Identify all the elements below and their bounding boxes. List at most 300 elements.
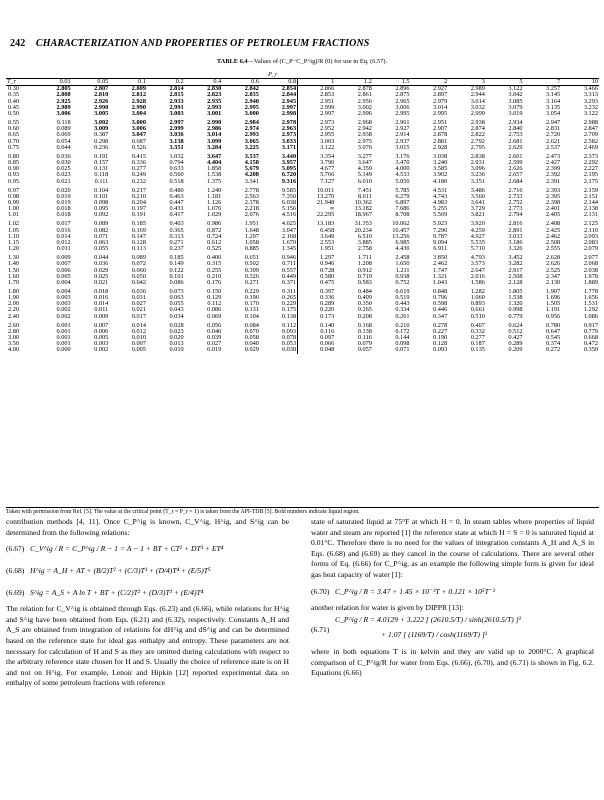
table-cell: 2.961 — [395, 119, 410, 127]
table-cell: 0.612 — [207, 238, 222, 246]
table-cell: 0.036 — [131, 288, 146, 295]
eq-number: (6.70) — [311, 586, 330, 596]
table-cell: 3.729 — [470, 205, 485, 213]
table-cell: 0.261 — [395, 312, 410, 320]
table-cell: 2.986 — [207, 125, 222, 133]
table-cell: 0.272 — [546, 346, 561, 354]
table-cell: 0.229 — [281, 300, 297, 308]
table-cell: 0.633 — [169, 165, 184, 173]
table-cell: 2.681 — [508, 137, 523, 145]
table-cell: 0.265 — [281, 294, 297, 302]
table-cell: 0.144 — [395, 334, 410, 342]
table-cell: 2.175 — [583, 177, 598, 185]
table-cell: 2.628 — [546, 254, 561, 262]
table-cell: 3.790 — [298, 160, 336, 166]
pr-header-7: 7 — [524, 79, 562, 86]
table-cell: 0.374 — [546, 340, 561, 348]
table-cell: 3.006 — [395, 103, 410, 111]
table-caption — [0, 58, 604, 65]
tr-value: 4.00 — [8, 346, 20, 354]
table-cell: 2.814 — [169, 85, 184, 93]
table-cell: 4.000 — [395, 165, 410, 173]
table-cell: 0.089 — [94, 220, 109, 228]
tr-value: 0.80 — [8, 152, 20, 160]
table-cell: 0.007 — [56, 260, 71, 268]
table-cell: 2.989 — [470, 85, 485, 93]
table-cell: 0.872 — [207, 226, 222, 234]
equation-6-67 — [6, 538, 289, 560]
table-cell: 2.938 — [357, 131, 372, 139]
table-cell: 3.032 — [470, 103, 485, 111]
table-cell: 0.249 — [131, 171, 146, 179]
table-cell: 0.050 — [131, 272, 146, 280]
table-cell: 4.359 — [357, 165, 372, 173]
table-cell: 0.097 — [298, 335, 336, 341]
pr-header-0.8: 0.8 — [260, 79, 298, 86]
table-cell: 0.271 — [169, 238, 184, 246]
table-cell: 3.009 — [94, 125, 109, 133]
table-cell: 1.345 — [281, 245, 297, 253]
table-cell: 0.277 — [470, 334, 485, 342]
table-cell: 0.409 — [357, 294, 372, 302]
table-cell: 1.240 — [207, 186, 222, 194]
tr-value: 0.30 — [8, 85, 20, 93]
table-cell: 3.470 — [395, 159, 410, 167]
table-cell: 2.427 — [546, 159, 561, 167]
table-cell: 0.023 — [169, 327, 184, 335]
table-cell: 0.191 — [131, 211, 146, 219]
table-cell: 0.170 — [244, 300, 259, 308]
table-cell: 0.025 — [56, 165, 71, 173]
table-cell: 0.101 — [94, 192, 109, 200]
tr-value: 0.75 — [8, 143, 20, 151]
table-cell: 1.181 — [207, 192, 222, 200]
table-cell: 2.684 — [508, 177, 523, 185]
table-cell: 2.842 — [244, 85, 259, 93]
table-cell: 0.004 — [56, 278, 71, 286]
table-cell: 2.195 — [583, 171, 598, 179]
table-cell: 3.047 — [131, 131, 146, 139]
table-cell: 0.010 — [169, 346, 184, 354]
table-cell: 0.005 — [131, 346, 146, 354]
table-cell: 0.779 — [508, 312, 523, 320]
table-cell: 2.844 — [281, 91, 297, 99]
table-cell: 0.009 — [56, 254, 71, 262]
table-cell: 0.055 — [94, 245, 109, 253]
table-cell: 0.313 — [169, 232, 184, 240]
table-cell: 0.098 — [395, 340, 410, 348]
table-cell: 0.347 — [433, 312, 448, 320]
table-cell: 0.210 — [207, 272, 222, 280]
table-cell: 2.861 — [357, 91, 372, 99]
equation-6-70 — [311, 581, 594, 603]
table-cell: 0.018 — [94, 288, 109, 295]
table-cell: 2.937 — [395, 137, 410, 145]
table-cell: 0.057 — [357, 346, 372, 354]
table-cell: 2.951 — [433, 119, 448, 127]
table-cell: 0.365 — [169, 226, 184, 234]
table-cell: 3.003 — [298, 139, 336, 145]
table-cell: 1.032 — [169, 152, 184, 160]
table-cell: 1.951 — [244, 220, 259, 228]
table-cell: 0.029 — [94, 266, 109, 274]
table-cell: 1.670 — [281, 238, 297, 246]
table-cell: 3.006 — [131, 125, 146, 133]
table-cell: 2.990 — [94, 103, 109, 111]
table-cell: 4.677 — [298, 166, 336, 172]
table-cell: 0.098 — [94, 198, 109, 206]
table-cell: 0.237 — [169, 245, 184, 253]
table-cell: 20.234 — [354, 226, 372, 234]
table-cell: 0.510 — [470, 312, 485, 320]
table-cell: 1.538 — [207, 171, 222, 179]
table-cell: 1.951 — [298, 246, 336, 252]
table-cell: 6.279 — [395, 192, 410, 200]
table-cell: 3.122 — [508, 85, 523, 93]
eq-body: S^ig = A_S + A ln T + BT + (C/2)T² + (D/3)T³ + (E/4)T⁴ — [30, 588, 204, 598]
right-paragraph-1: state of saturated liquid at 75°F at which H = 0. In steam tables where properties of liquid water and steam are reported [1] the reference state at which H = S = 0 is saturated liquid at 0.01°C. Therefore there is no need for the values of integration constants A_H and A_S in Eqs. (6.68) and (6.69) as they cancel in the course of calculations. There are several other forms of Eq. (6.66) for C_P^ig, as an example the following simple form is given for ideal gas heat capacity of water [1]: — [311, 517, 594, 579]
table-cell: 2.601 — [508, 152, 523, 160]
table-cell: 2.984 — [244, 119, 259, 127]
table-cell: 3.354 — [298, 151, 336, 160]
table-cell: 1.191 — [546, 306, 561, 314]
table-cell: 2.716 — [508, 186, 523, 194]
table-6-4 — [6, 72, 599, 354]
table-cell: 0.010 — [131, 334, 146, 342]
tr-value: 1.05 — [8, 226, 20, 234]
table-cell: 1.650 — [395, 260, 410, 268]
table-cell: 9.094 — [433, 238, 448, 246]
table-cell: 0.326 — [244, 272, 259, 280]
table-cell: 13.256 — [392, 232, 410, 240]
table-cell: 0.016 — [94, 294, 109, 302]
data-table — [6, 72, 599, 354]
table-cell: 2.999 — [298, 105, 336, 111]
left-column — [6, 517, 289, 689]
table-cell: 4.158 — [244, 159, 259, 167]
table-cell: 5.050 — [395, 177, 410, 185]
table-cell: 4.533 — [395, 171, 410, 179]
table-cell: 2.473 — [546, 152, 561, 160]
table-cell: 3.821 — [470, 211, 485, 219]
table-cell: 0.070 — [244, 327, 259, 335]
pr-header-10: 10 — [561, 79, 599, 86]
table-cell: 0.475 — [298, 280, 336, 286]
table-cell: 0.053 — [281, 340, 297, 348]
table-cell: 2.093 — [583, 232, 598, 240]
table-cell: 0.220 — [298, 307, 336, 313]
table-cell: 2.399 — [546, 165, 561, 173]
table-footnote: Taken with permission from Ref. [5]. The value at the critical point (T_r = P_r = 1) is taken from the API-TDB [5]. Bold numbers indicate liquid region. — [6, 507, 599, 515]
table-cell: 3.038 — [433, 152, 448, 160]
table-cell: 3.641 — [470, 198, 485, 206]
tr-value: 1.20 — [8, 245, 20, 253]
table-cell: 3.042 — [508, 91, 523, 99]
table-cell: 0.101 — [169, 272, 184, 280]
table-cell: 4.259 — [470, 226, 485, 234]
table-cell: 4.430 — [395, 245, 410, 253]
tr-value: 2.60 — [8, 321, 20, 329]
tr-value: 2.20 — [8, 306, 20, 314]
table-label: TABLE 6.4 — [216, 58, 248, 65]
table-cell: 5.156 — [281, 205, 297, 213]
table-cell: 3.054 — [546, 109, 561, 117]
table-cell: 2.401 — [546, 205, 561, 213]
table-cell: 0.019 — [207, 346, 222, 354]
table-cell: 0.848 — [433, 288, 448, 295]
table-cell: 0.044 — [56, 143, 71, 151]
right-paragraph-3: where in both equations T is in kelvin and they are valid up to 2000°C. A graphical comparison of C_P^ig/R for water from Eqs. (6.66), (6.70), and (6.71) is shown in Fig. 6.2. Equations (6.66) — [311, 647, 594, 678]
table-cell: 2.408 — [546, 220, 561, 228]
table-cell: 0.400 — [207, 254, 222, 262]
table-cell: 2.773 — [508, 205, 523, 213]
table-cell: 2.794 — [508, 211, 523, 219]
table-cell: 2.508 — [508, 272, 523, 280]
table-cell: 1.076 — [207, 205, 222, 213]
eq-number: (6.71) — [311, 625, 330, 635]
table-cell: 0.946 — [298, 261, 336, 267]
table-cell: 1.060 — [470, 294, 485, 302]
table-cell: 3.466 — [583, 85, 598, 93]
table-cell: 2.752 — [508, 198, 523, 206]
table-cell: 2.997 — [169, 119, 184, 127]
table-cell: 1.375 — [207, 177, 222, 185]
table-cell: 0.706 — [433, 294, 448, 302]
table-cell: 2.934 — [508, 119, 523, 127]
table-cell: 10.362 — [354, 198, 372, 206]
tr-value: 0.35 — [8, 91, 20, 99]
table-cell: 0.007 — [131, 340, 146, 348]
table-cell: 0.315 — [207, 260, 222, 268]
tr-value: 0.93 — [8, 171, 20, 179]
tr-value: 0.90 — [8, 165, 20, 173]
table-cell: 0.078 — [281, 334, 297, 342]
table-cell: 6.985 — [395, 238, 410, 246]
table-cell: 0.112 — [207, 300, 222, 308]
table-cell: 0.619 — [395, 288, 410, 295]
table-cell: 3.000 — [244, 109, 259, 117]
table-cell: 2.792 — [470, 137, 485, 145]
table-cell: 2.998 — [281, 109, 297, 117]
table-cell: 3.047 — [281, 226, 297, 234]
table-cell: 3.002 — [357, 103, 372, 111]
table-cell: 1.648 — [244, 226, 259, 234]
table-cell: 0.002 — [56, 312, 71, 320]
table-cell: 0.038 — [281, 346, 297, 354]
table-cell: 3.440 — [281, 152, 297, 160]
table-cell: 0.040 — [244, 340, 259, 348]
table-cell: 2.068 — [583, 260, 598, 268]
table-cell: 2.469 — [583, 143, 598, 151]
table-cell: 2.138 — [583, 205, 598, 213]
table-cell: 6.458 — [298, 228, 336, 234]
table-cell: 5.255 — [433, 205, 448, 213]
table-cell: 3.326 — [508, 245, 523, 253]
table-cell: 3.000 — [131, 119, 146, 127]
table-cell: 0.545 — [546, 334, 561, 342]
pr-header-1.5: 1.5 — [373, 79, 411, 86]
table-cell: 2.928 — [433, 143, 448, 151]
table-cell: 0.956 — [546, 312, 561, 320]
equation-6-71 — [311, 613, 594, 647]
table-cell: 1.282 — [470, 288, 485, 295]
tr-value: 0.60 — [8, 125, 20, 133]
table-cell: 0.525 — [207, 245, 222, 253]
table-cell: 0.112 — [282, 321, 297, 329]
table-cell: 5.923 — [433, 220, 448, 228]
table-cell: 1.058 — [244, 238, 259, 246]
table-cell: 5.569 — [433, 211, 448, 219]
table-cell: 3.284 — [207, 143, 222, 151]
table-cell: 0.027 — [207, 340, 222, 348]
equation-6-69 — [6, 582, 289, 604]
table-cell: 3.486 — [470, 186, 485, 194]
table-cell: 0.399 — [244, 266, 259, 274]
table-cell: 0.116 — [298, 329, 336, 335]
tr-value: 1.15 — [8, 238, 20, 246]
table-cell: 22.295 — [298, 212, 336, 218]
table-cell: 2.720 — [546, 131, 561, 139]
table-cell: 2.997 — [281, 103, 297, 111]
table-cell: 0.060 — [131, 266, 146, 274]
table-cell: 3.164 — [546, 97, 561, 105]
right-column — [311, 517, 594, 679]
tr-value: 0.98 — [8, 192, 20, 200]
table-cell: 2.931 — [470, 159, 485, 167]
table-cell: 0.014 — [131, 321, 146, 329]
table-cell: 2.974 — [244, 125, 259, 133]
table-cell: 2.999 — [169, 125, 184, 133]
table-cell: 3.236 — [470, 171, 485, 179]
table-cell: 0.417 — [169, 211, 184, 219]
table-cell: 0.020 — [56, 186, 71, 194]
table-cell: 0.719 — [357, 272, 372, 280]
table-cell: 0.794 — [169, 159, 184, 167]
table-cell: 0.484 — [357, 288, 372, 295]
table-cell: 2.995 — [433, 109, 448, 117]
table-cell: ∞ — [298, 206, 336, 212]
table-cell: 3.036 — [169, 131, 184, 139]
table-cell: 0.095 — [94, 205, 109, 213]
table-cell: 2.955 — [298, 132, 336, 138]
table-cell: 0.512 — [508, 327, 523, 335]
table-cell: 0.583 — [357, 278, 372, 286]
table-cell: 0.093 — [281, 327, 297, 335]
table-cell: 3.014 — [207, 131, 222, 139]
eq-body-line-1: C_P^ig / R = 4.0129 + 3.222 [ (2610.5/T) / sinh(2610.5/T) ]² — [335, 615, 521, 625]
table-cell: 3.176 — [395, 152, 410, 160]
tr-value: 2.80 — [8, 327, 20, 335]
table-cell: 3.186 — [508, 238, 523, 246]
table-cell: 0.724 — [207, 232, 222, 240]
table-cell: 3.313 — [583, 91, 598, 99]
table-cell: 3.560 — [470, 192, 485, 200]
table-cell: 0.236 — [94, 143, 109, 151]
table-cell: 0.118 — [94, 171, 109, 179]
table-cell: 0.472 — [583, 340, 598, 348]
table-cell: 0.011 — [56, 245, 71, 253]
table-cell: 0.003 — [94, 340, 109, 348]
table-cell: 2.077 — [583, 254, 598, 262]
tr-value: 0.95 — [8, 177, 20, 185]
table-cell: 9.316 — [281, 177, 297, 185]
left-paragraph-2: The relation for C_V^ig is obtained through Eqs. (6.23) and (6.66), while relations for H^ig and S^ig have been obtained from Eqs. (6.21) and (6.32), respectively. Constants A_H and A_S are obtained from integration of relations for dH^ig and dS^ig and can be determined based on the reference state for ideal gas enthalpy and entropy. These parameters are not necessary for calculation of H and S as they are omitted during calculations with respect to the arbitrary reference state chosen for H and S. Usually the choice of reference state is on H and not on H^ig. For example, Lenoir and Hipkin [12] reported experimental data on enthalpy of some petroleum fractions with reference — [6, 604, 289, 688]
table-cell: 1.505 — [546, 300, 561, 308]
table-cell: 2.847 — [583, 125, 598, 133]
table-cell: 0.013 — [169, 340, 184, 348]
table-cell: 0.780 — [546, 321, 561, 329]
pr-header-0.05: 0.05 — [72, 79, 110, 86]
table-cell: 1.297 — [298, 252, 336, 261]
table-cell: 2.110 — [584, 226, 598, 234]
table-cell: 3.225 — [244, 143, 259, 151]
table-cell: 0.131 — [244, 306, 259, 314]
table-cell: 2.866 — [298, 86, 336, 93]
table-cell: 0.066 — [298, 341, 336, 347]
table-cell: 0.946 — [281, 254, 297, 262]
table-cell: 2.945 — [281, 97, 297, 105]
table-cell: 0.893 — [470, 300, 485, 308]
table-cell: 1.805 — [508, 288, 523, 295]
tr-value: 1.40 — [8, 260, 20, 268]
table-cell: 0.397 — [298, 286, 336, 295]
table-cell: 2.831 — [546, 125, 561, 133]
eq-number: (6.67) — [6, 544, 25, 554]
table-cell: 2.995 — [244, 103, 259, 111]
table-cell: 2.753 — [508, 131, 523, 139]
table-cell: 0.138 — [357, 327, 372, 335]
table-cell: 6.038 — [281, 198, 297, 206]
table-cell: 0.298 — [94, 137, 109, 145]
table-cell: 2.897 — [433, 91, 448, 99]
table-cell: 0.403 — [169, 220, 184, 228]
tr-value: 1.60 — [8, 272, 20, 280]
table-cell: 0.502 — [244, 260, 259, 268]
table-cell: 5.095 — [281, 165, 297, 173]
table-cell: 2.963 — [281, 125, 297, 133]
table-cell: 0.332 — [470, 327, 485, 335]
table-cell: 0.580 — [298, 274, 336, 280]
table-cell: 13.183 — [298, 218, 336, 227]
table-row — [6, 347, 599, 353]
table-cell: 2.128 — [508, 278, 523, 286]
table-cell: 0.082 — [94, 226, 109, 234]
table-cell: 2.947 — [546, 119, 561, 127]
table-cell: 5.785 — [395, 186, 410, 194]
table-cell: 0.209 — [508, 346, 523, 354]
table-cell: 2.218 — [244, 205, 259, 213]
table-cell: 2.076 — [244, 211, 259, 219]
table-cell: 0.027 — [131, 300, 146, 308]
table-cell: 1.586 — [470, 278, 485, 286]
table-cell: 2.928 — [131, 97, 146, 105]
table-cell: 0.150 — [207, 288, 222, 295]
table-cell: 0.007 — [94, 321, 109, 329]
table-cell: 0.006 — [94, 327, 109, 335]
table-cell: 0.668 — [583, 334, 598, 342]
table-cell: 2.925 — [56, 97, 71, 105]
table-cell: 9.585 — [281, 186, 297, 194]
table-cell: 2.553 — [298, 240, 336, 246]
table-cell: 0.208 — [357, 312, 372, 320]
table-cell: 0.446 — [433, 306, 448, 314]
table-cell: 0.661 — [470, 306, 485, 314]
table-cell: 0.092 — [94, 211, 109, 219]
table-cell: 4.927 — [470, 232, 485, 240]
tr-value: 1.70 — [8, 278, 20, 286]
table-cell: 7.686 — [395, 205, 410, 213]
table-cell: 0.005 — [94, 334, 109, 342]
